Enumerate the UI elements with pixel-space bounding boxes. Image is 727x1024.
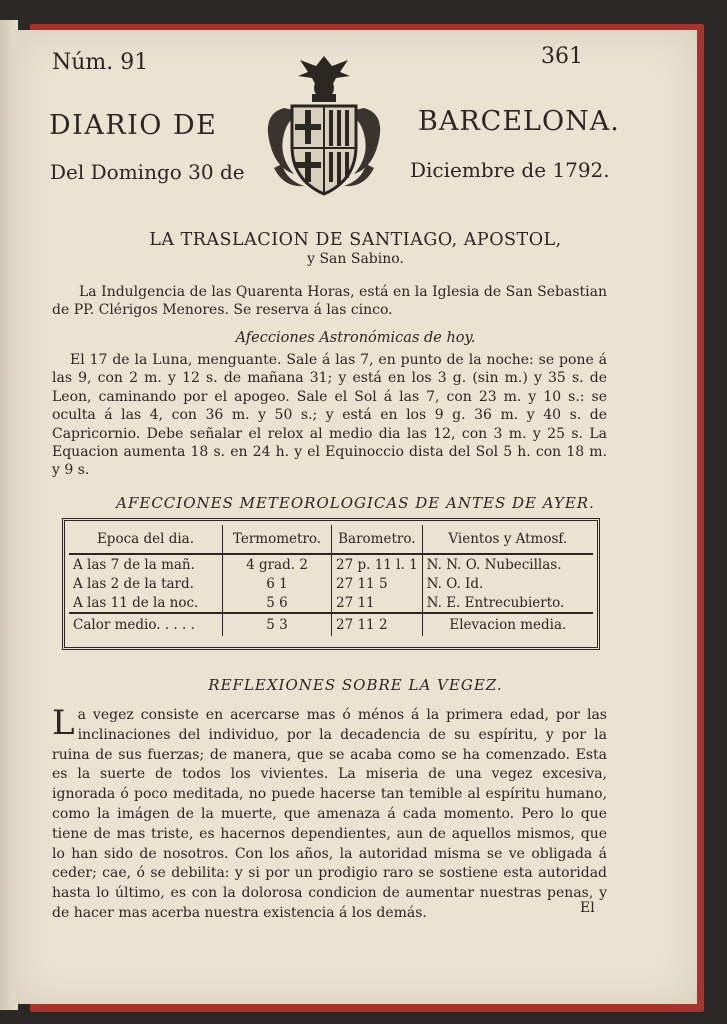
table-row [69,554,593,574]
issue-number: Núm. 91 [52,50,149,75]
meteorology-heading: AFECCIONES METEOROLOGICAS DE ANTES DE AYER. [116,494,595,512]
cell-thermometer: 6 1 [223,574,332,593]
cell-winds: N. E. Entrecubierto. [426,594,565,611]
cell-epoch: A las 11 de la noc. [69,593,223,613]
reflection-heading: REFLEXIONES SOBRE LA VEGEZ. [208,676,503,694]
cell-barometer: 27 11 [332,593,423,613]
reflection-text: a vegez consiste en acercarse mas ó ménos á la primera edad, por las inclinaciones del individuo, por la decadencia de su espíritu, y por la ruina de sus fuerzas; de manera, que se acaba como se ha comenzado. Esta es la suerte de todos los vivientes. La miseria de una vegez excesiva, ignorada ó poco meditada, no puede hacerse tan temible al espíritu humano, como la imágen de la muerte, que amenaza á cada momento. Pero lo que tiene de mas triste, es hacernos dependientes, aun de aquellos mismos, que lo han sido de nosotros. Con los años, la autoridad misma se ve obligada á ceder; cae, ó se debilita: y si por un prodigio raro se sostiene esta autoridad hasta lo último, es con la dolorosa condicion de aumentar nuestras penas, y de hacer mas acerba nuestra existencia á los demás. [52,707,607,921]
meteorology-table-frame [62,518,600,650]
column-header-winds: Vientos y Atmosf. [422,525,593,554]
cell-epoch: A las 2 de la tard. [69,574,223,593]
cell-thermometer: 5 3 [223,613,332,636]
date-line-left: Del Domingo 30 de [50,160,245,184]
drop-cap: L [52,703,75,743]
cell-epoch: Calor medio. . . . . [69,613,223,636]
indulgence-paragraph: La Indulgencia de las Quarenta Horas, está en la Iglesia de San Sebastian de PP. Clérigos Menores. Se reserva á las cinco. [52,284,607,319]
barcelona-coat-of-arms-icon [244,48,404,208]
meteorology-table [69,525,593,636]
date-line-right: Diciembre de 1792. [410,158,610,182]
table-row [69,574,593,593]
catchword: El [580,900,595,916]
table-row [69,593,593,613]
astronomy-paragraph: El 17 de la Luna, menguante. Sale á las 7, en punto de la noche: se pone á las 9, con 2 m. y 12 s. de mañana 31; y está en los 3 g. (sin m.) y 35 s. de Leon, caminando por el apogeo. Sale el Sol á las 7, con 23 m. y 10 s.: se oculta á las 4, con 36 m. y 50 s.; y está en los 9 g. 36 m. y 40 s. de Capricornio. Debe señalar el relox al medio dia las 12, con 3 m. y 25 s. La Equacion aumenta 18 s. en 24 h. y el Equinoccio dista del Sol 5 h. con 18 m. y 9 s. [52,352,607,479]
cell-thermometer: 4 grad. 2 [223,554,332,574]
feast-subheading: y San Sabino. [307,251,404,267]
newspaper-page [14,30,697,1004]
cell-epoch: A las 7 de la mañ. [69,554,223,574]
masthead-title-left: DIARIO DE [49,110,218,141]
astronomy-heading: Afecciones Astronómicas de hoy. [235,330,476,346]
cell-barometer: 27 11 2 [332,613,423,636]
page-number: 361 [541,44,583,69]
column-header-epoch: Epoca del dia. [69,525,223,554]
cell-thermometer: 5 6 [223,593,332,613]
table-header-row [69,525,593,554]
table-summary-row [69,613,593,636]
reflection-paragraph [52,703,607,924]
masthead-title-right: BARCELONA. [418,106,620,137]
cell-winds: N. N. O. Nubecillas. [426,556,562,573]
feast-heading: LA TRASLACION DE SANTIAGO, APOSTOL, [149,230,562,250]
column-header-barometer: Barometro. [332,525,423,554]
cell-barometer: 27 p. 11 l. 1 [332,554,423,574]
cell-winds: N. O. Id. [426,575,484,592]
cell-winds: Elevacion media. [422,613,593,636]
cell-barometer: 27 11 5 [332,574,423,593]
column-header-thermometer: Termometro. [223,525,332,554]
